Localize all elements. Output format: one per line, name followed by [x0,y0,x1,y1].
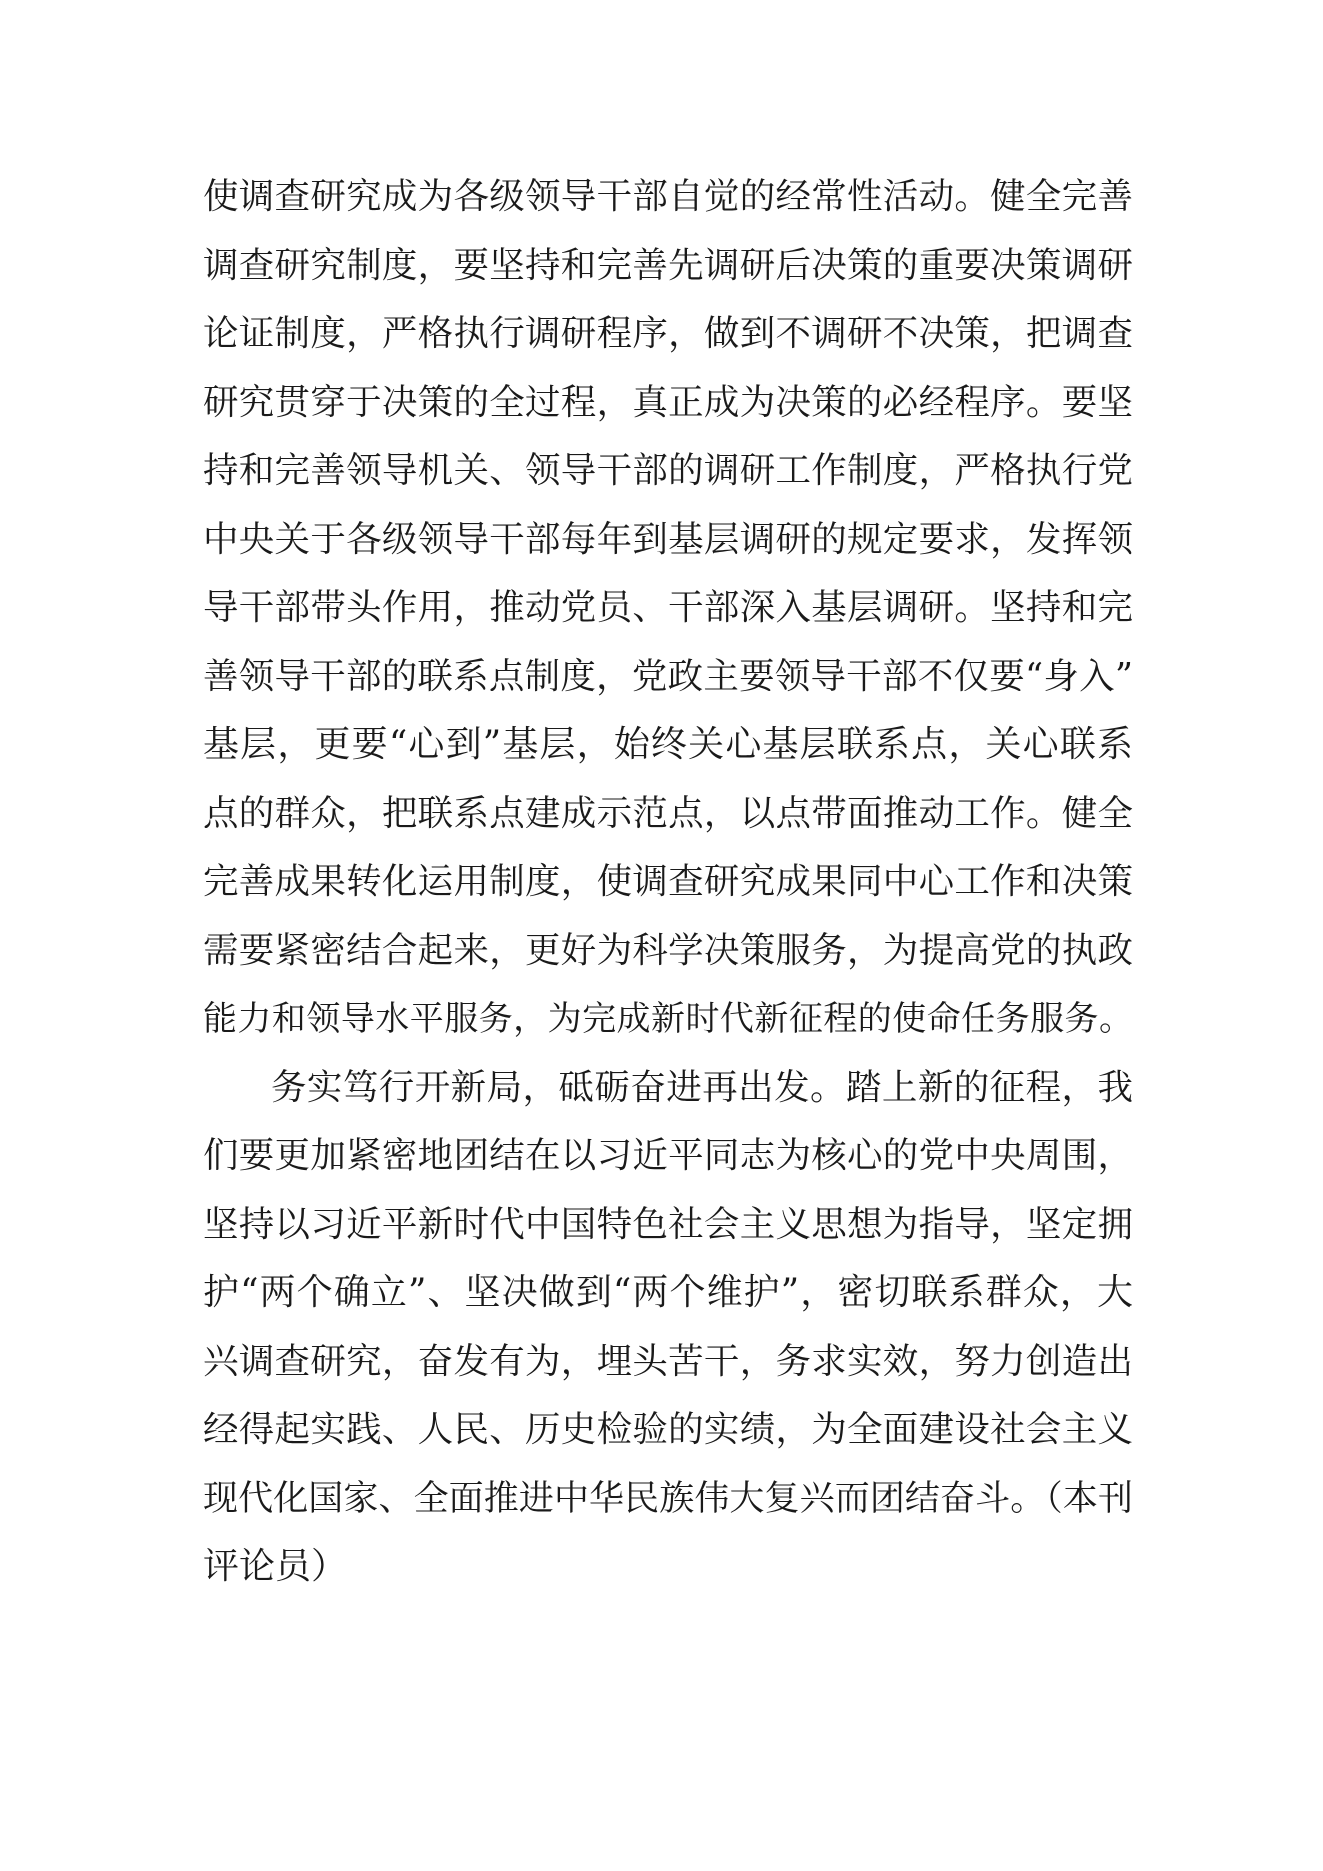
paragraph-line: 现代化国家、全面推进中华民族伟大复兴而团结奋斗。（本刊 [203,1478,1133,1519]
paragraph-line: 需要紧密结合起来，更好为科学决策服务，为提高党的执政 [203,929,1133,971]
paragraph-line: 评论员） [203,1546,348,1587]
paragraph-line: 们要更加紧密地团结在以习近平同志为核心的党中央周围， [203,1135,1133,1176]
paragraph-line: 持和完善领导机关、领导干部的调研工作制度，严格执行党 [203,450,1133,491]
paragraph-line: 研究贯穿于决策的全过程，真正成为决策的必经程序。要坚 [203,381,1133,423]
paragraph-line: 经得起实践、人民、历史检验的实绩，为全面建设社会主义 [203,1409,1133,1450]
paragraph-line: 基层，更要“心到”基层，始终关心基层联系点，关心联系 [203,724,1133,765]
paragraph-line: 务实笃行开新局，砥砺奋进再出发。踏上新的征程，我 [271,1066,1133,1108]
paragraph-line: 点的群众，把联系点建成示范点，以点带面推动工作。健全 [203,792,1133,834]
paragraph-line: 善领导干部的联系点制度，党政主要领导干部不仅要“身入” [203,655,1133,697]
article-body [203,163,1133,1602]
paragraph-1 [203,163,1133,1054]
paragraph-line: 导干部带头作用，推动党员、干部深入基层调研。坚持和完 [203,587,1133,628]
paragraph-line: 兴调查研究，奋发有为，埋头苦干，务求实效，努力创造出 [203,1340,1133,1382]
paragraph-line: 能力和领导水平服务，为完成新时代新征程的使命任务服务。 [203,999,1133,1039]
paragraph-line: 完善成果转化运用制度，使调查研究成果同中心工作和决策 [203,861,1133,902]
paragraph-2 [203,1054,1133,1602]
paragraph-line: 使调查研究成为各级领导干部自觉的经常性活动。健全完善 [203,176,1133,217]
paragraph-line: 坚持以习近平新时代中国特色社会主义思想为指导，坚定拥 [203,1203,1133,1245]
paragraph-line: 调查研究制度，要坚持和完善先调研后决策的重要决策调研 [203,244,1133,286]
paragraph-line: 护“两个确立”、坚决做到“两个维护”，密切联系群众，大 [203,1272,1133,1313]
paragraph-line: 中央关于各级领导干部每年到基层调研的规定要求，发挥领 [203,518,1133,560]
paragraph-line: 论证制度，严格执行调研程序，做到不调研不决策，把调查 [203,313,1133,354]
